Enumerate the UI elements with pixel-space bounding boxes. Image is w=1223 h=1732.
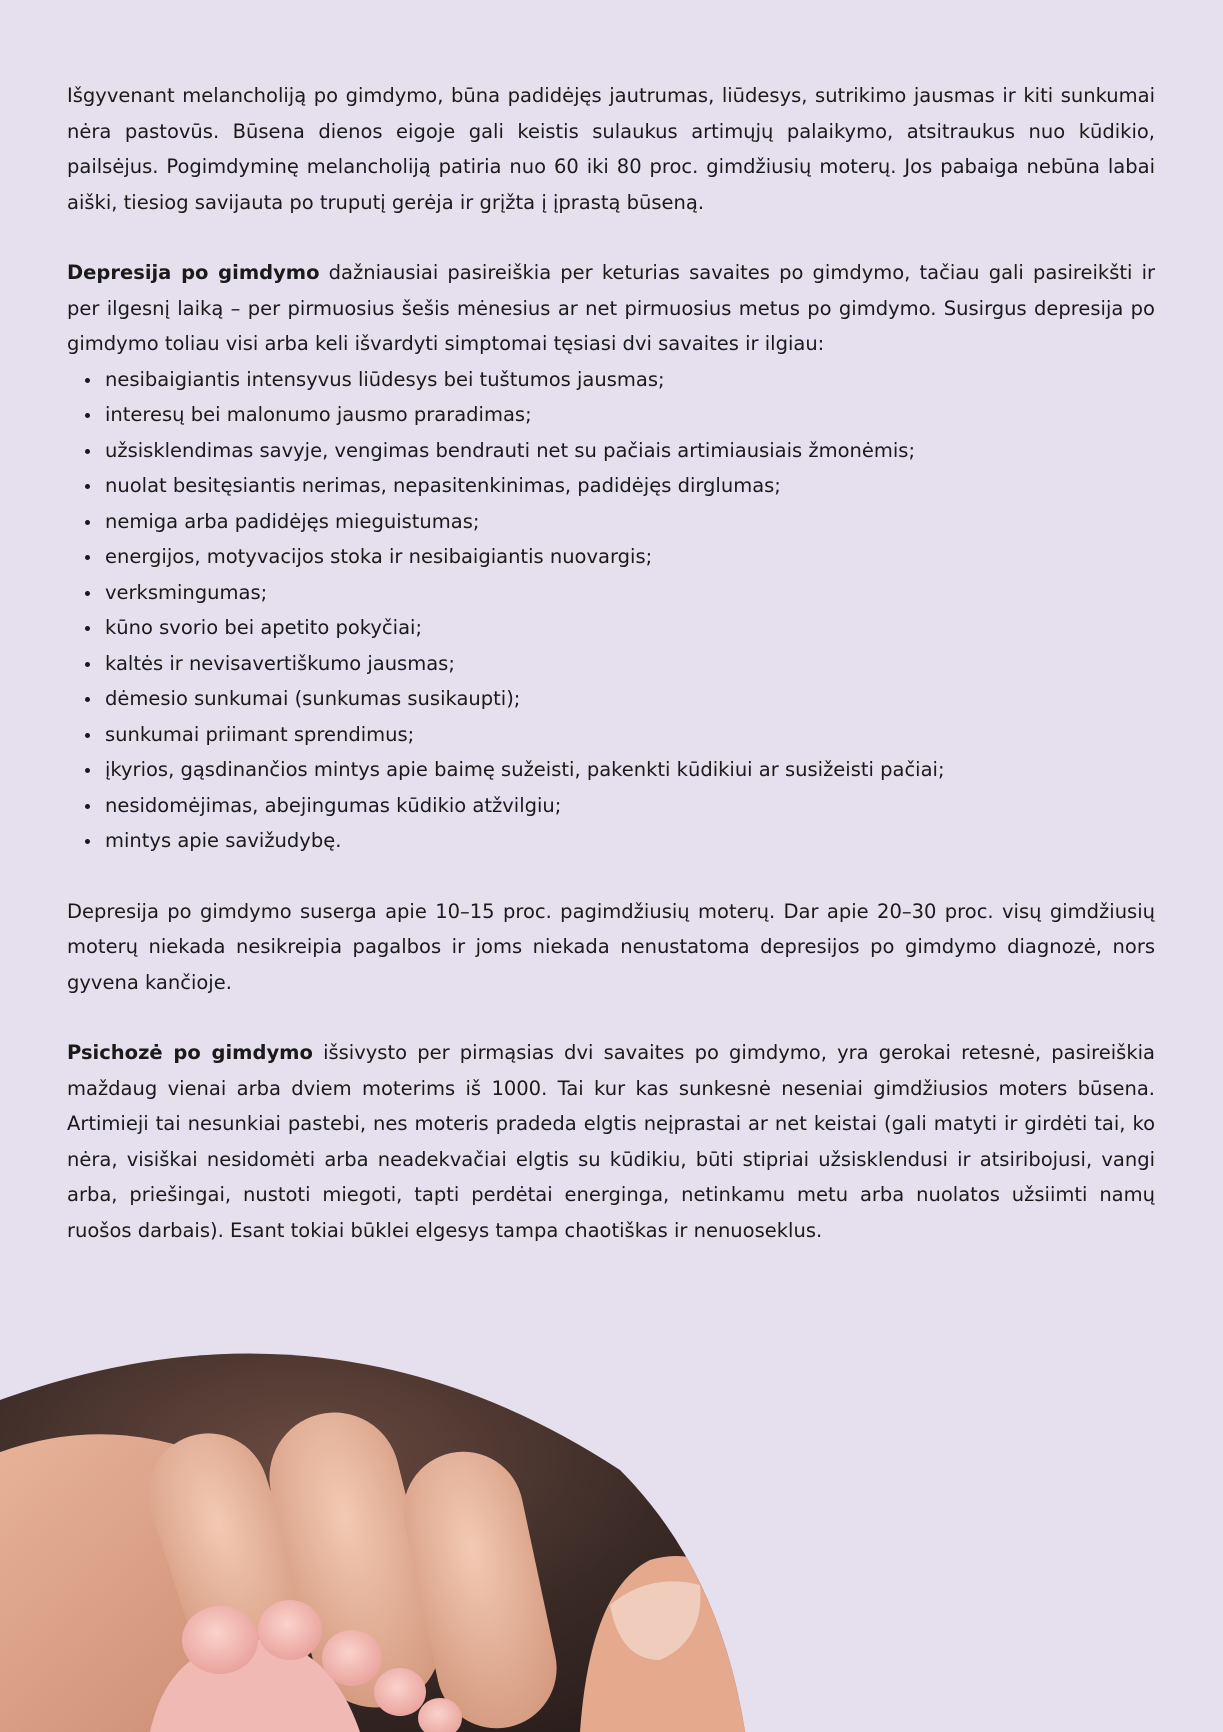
document-body bbox=[67, 78, 1155, 1248]
paragraph-depression-stats: Depresija po gimdymo suserga apie 10–15 proc. pagimdžiusių moterų. Dar apie 20–30 proc. visų gimdžiusių moterų niekada nesikreipia pagalbos ir joms niekada nenustatoma depresijos po gimdymo diagnozė, nors gyvena kančioje. bbox=[67, 899, 1155, 994]
symptom-list bbox=[67, 362, 1155, 859]
symptom-item: sunkumai priimant sprendimus; bbox=[105, 717, 1155, 753]
symptom-item: įkyrios, gąsdinančios mintys apie baimę sužeisti, pakenkti kūdikiui ar susižeisti pačiai; bbox=[105, 752, 1155, 788]
psychosis-heading: Psichozė po gimdymo bbox=[67, 1041, 313, 1064]
symptom-item: mintys apie savižudybę. bbox=[105, 823, 1155, 859]
symptom-item: nemiga arba padidėjęs mieguistumas; bbox=[105, 504, 1155, 540]
baby-feet-photo bbox=[0, 1340, 760, 1732]
symptom-item: kaltės ir nevisavertiškumo jausmas; bbox=[105, 646, 1155, 682]
depression-text: dažniausiai pasireiškia per keturias savaites po gimdymo, tačiau gali pasireikšti ir per ilgesnį laiką – per pirmuosius šešis mėnesius ar net pirmuosius metus po gimdymo. Susirgus depresija po gimdymo toliau visi arba keli išvardyti simptomai tęsiasi dvi savaites ir ilgiau: bbox=[67, 261, 1155, 355]
symptom-item: kūno svorio bei apetito pokyčiai; bbox=[105, 610, 1155, 646]
symptom-item: nuolat besitęsiantis nerimas, nepasitenkinimas, padidėjęs dirglumas; bbox=[105, 468, 1155, 504]
symptom-item: verksmingumas; bbox=[105, 575, 1155, 611]
paragraph-depression bbox=[67, 255, 1155, 362]
psychosis-text: išsivysto per pirmąsias dvi savaites po gimdymo, yra gerokai retesnė, pasireiškia maždaug vienai arba dviem moterims iš 1000. Tai kur kas sunkesnė neseniai gimdžiusios moters būsena. Artimieji tai nesunkiai pastebi, nes moteris pradeda elgtis neįprastai ar net keistai (gali matyti ir girdėti tai, ko nėra, visiškai nesidomėti arba neadekvačiai elgtis su kūdikiu, būti stipriai užsisklendusi ir atsiribojusi, vangi arba, priešingai, nustoti miegoti, tapti perdėtai energinga, netinkamu metu arba nuolatos užsiimti namų ruošos darbais). Esant tokiai būklei elgesys tampa chaotiškas ir nenuoseklus. bbox=[67, 1041, 1155, 1242]
symptom-item: nesidomėjimas, abejingumas kūdikio atžvilgiu; bbox=[105, 788, 1155, 824]
symptom-item: nesibaigiantis intensyvus liūdesys bei tuštumos jausmas; bbox=[105, 362, 1155, 398]
photo-content bbox=[0, 1340, 760, 1732]
symptom-item: interesų bei malonumo jausmo praradimas; bbox=[105, 397, 1155, 433]
paragraph-psychosis bbox=[67, 1035, 1155, 1248]
symptom-item: energijos, motyvacijos stoka ir nesibaigiantis nuovargis; bbox=[105, 539, 1155, 575]
depression-heading: Depresija po gimdymo bbox=[67, 261, 320, 284]
symptom-item: dėmesio sunkumai (sunkumas susikaupti); bbox=[105, 681, 1155, 717]
symptom-item: užsisklendimas savyje, vengimas bendrauti net su pačiais artimiausiais žmonėmis; bbox=[105, 433, 1155, 469]
paragraph-melancholy: Išgyvenant melancholiją po gimdymo, būna padidėjęs jautrumas, liūdesys, sutrikimo jausmas ir kiti sunkumai nėra pastovūs. Būsena dienos eigoje gali keistis sulaukus artimųjų palaikymo, atsitraukus nuo kūdikio, pailsėjus. Pogimdyminę melancholiją patiria nuo 60 iki 80 proc. gimdžiusių moterų. Jos pabaiga nebūna labai aiški, tiesiog savijauta po truputį gerėja ir grįžta į įprastą būseną. bbox=[67, 84, 1155, 214]
